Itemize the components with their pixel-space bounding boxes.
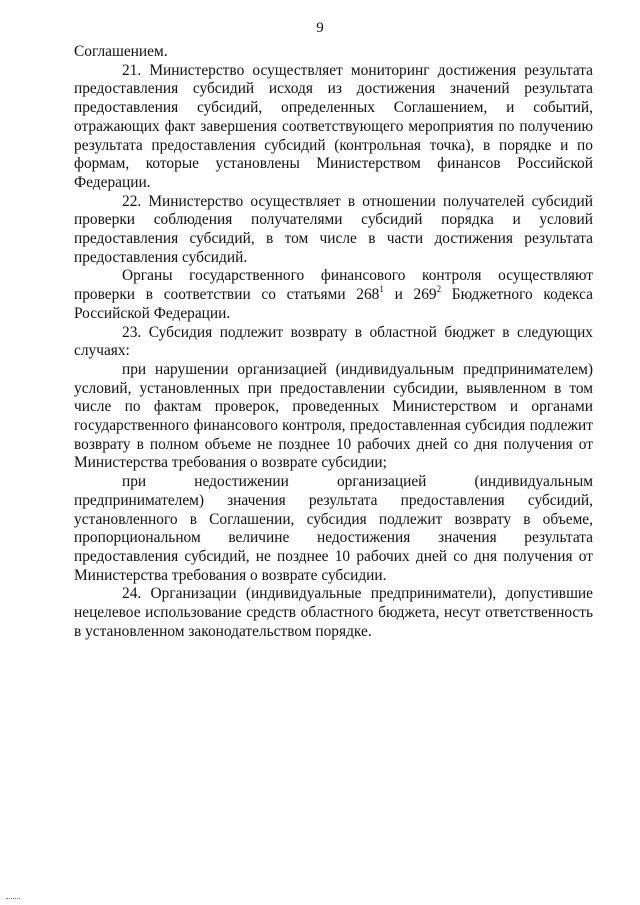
- paragraph-23: 23. Субсидия подлежит возврату в областной бюджет в следующих случаях:: [74, 323, 593, 360]
- paragraph-23-case-violation: при нарушении организацией (индивидуальным предпринимателем) условий, установленных при предоставлении субсидии, выявленном в том числе по фактам проверок, проведенных Министерством и органами государственного финансового контроля, предоставленная субсидия подлежит возврату в полном объеме не позднее 10 рабочих дней со дня получения от Министерства требования о возврате субсидии;: [74, 360, 593, 472]
- superscript: 2: [436, 284, 442, 295]
- document-body: [74, 43, 593, 642]
- paragraph-22: 22. Министерство осуществляет в отношении получателей субсидий проверки соблюдения получателями субсидий порядка и условий предоставления субсидий, в том числе в части достижения результата предоставления субсидий.: [74, 192, 593, 266]
- superscript: 1: [379, 284, 384, 295]
- paragraph-continuation: Соглашением.: [74, 43, 168, 60]
- text-segment: Бюджетного кодекса Российской Федерации.: [74, 286, 593, 322]
- scan-artifact: [6, 898, 20, 901]
- text-segment: Органы государственного финансового контроля осуществляют проверки в соответствии со статьями 268: [74, 267, 593, 304]
- paragraph-21: 21. Министерство осуществляет мониторинг достижения результата предоставления субсидий исходя из достижения значений результата предоставления субсидий, определенных Соглашением, и событий, отражающих факт завершения соответствующего мероприятия по получению результата предоставления субсидий (контрольная точка), в порядке и по формам, которые установлены Министерством финансов Российской Федерации.: [74, 61, 593, 191]
- paragraph-financial-control: [74, 267, 593, 323]
- page-number: 9: [316, 20, 324, 36]
- text-segment: и 269: [383, 286, 437, 304]
- paragraph-23-case-non-achievement: при недостижении организацией (индивидуальным предпринимателем) значения результата предоставления субсидий, установленного в Соглашении, субсидия подлежит возврату в объеме, пропорциональном величине недостижения значения результата предоставления субсидий, не позднее 10 рабочих дней со дня получения от Министерства требования о возврате субсидии.: [74, 473, 593, 584]
- paragraph-24: 24. Организации (индивидуальные предприниматели), допустившие нецелевое использование средств областного бюджета, несут ответственность в установленном законодательством порядке.: [74, 585, 593, 640]
